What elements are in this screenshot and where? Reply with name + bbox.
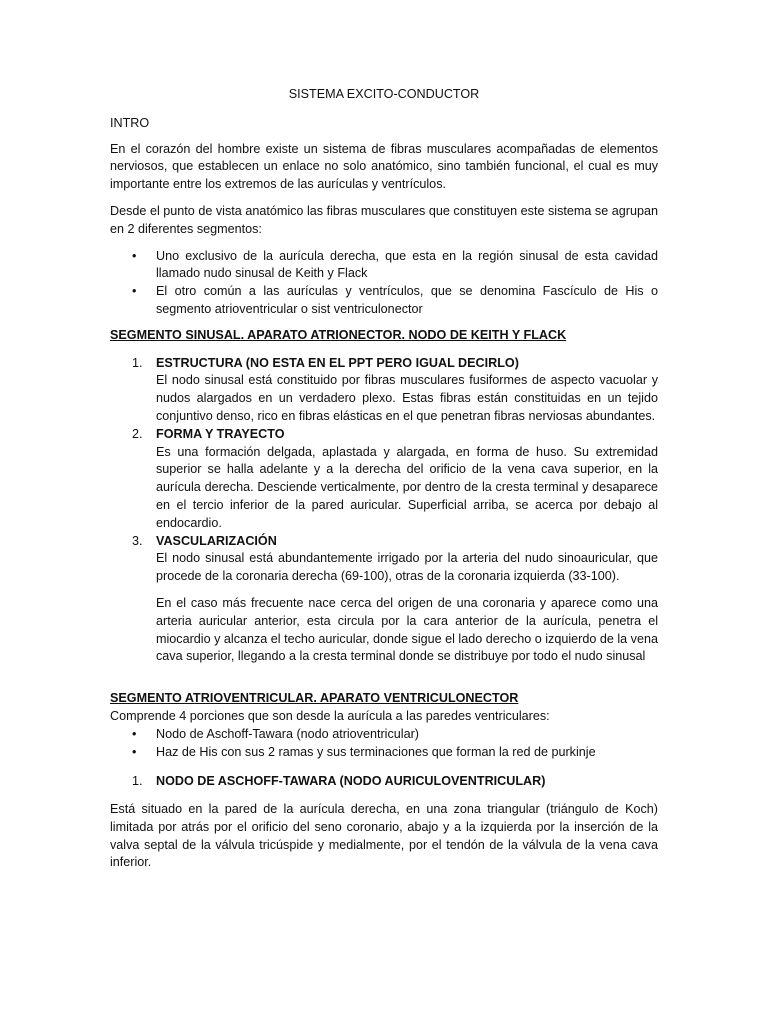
av-item-nodo — [110, 773, 658, 791]
portion-bullet-1: • Nodo de Aschoff-Tawara (nodo atrioventricular) — [110, 726, 658, 744]
item-title: ESTRUCTURA (NO ESTA EN EL PPT PERO IGUAL DECIRLO) — [156, 355, 519, 370]
item-body: Es una formación delgada, aplastada y alargada, en forma de huso. Su extremidad superior se halla adelante y a la derecha del orificio de la vena cava superior, en la aurícula derecha. Desciende verticalmente, por dentro de la cresta terminal y desaparece en el tercio inferior de la pared auricular. Superficial arriba, se acerca por debajo al endocardio. — [156, 444, 658, 530]
segment-bullet-2: • El otro común a las aurículas y ventrículos, que se denomina Fascículo de His o segmento atrioventricular o sist ventriculonector — [110, 283, 658, 319]
document-title: SISTEMA EXCITO-CONDUCTOR — [288, 87, 480, 101]
portions-list — [110, 726, 658, 762]
atrioventricular-numbered-list — [110, 773, 658, 791]
sinusal-item-forma — [110, 426, 658, 533]
intro-paragraph-1: En el corazón del hombre existe un sistema de fibras musculares acompañadas de elementos nerviosos, que establecen un enlace no solo anatómico, sino también funcional, el cual es muy importante entre los extremos de las aurículas y ventrículos. — [110, 141, 658, 192]
item-body-2: En el caso más frecuente nace cerca del origen de una coronaria y aparece como una arteria auricular anterior, esta circula por la cara anterior de la aurícula, penetra el miocardio y alcanza el techo auricular, donde sigue el lado derecho o izquierdo de la vena cava superior, llegando a la cresta terminal donde se distribuye por todo el nudo sinusal — [156, 595, 658, 664]
section-atrioventricular-heading: SEGMENTO ATRIOVENTRICULAR. APARATO VENTRICULONECTOR — [110, 691, 519, 706]
av-node-paragraph: Está situado en la pared de la aurícula derecha, en una zona triangular (triángulo de Koch) limitada por atrás por el orificio del seno coronario, abajo y a la izquierda por la inserción de la valva septal de la válvula tricúspide y medialmente, por el tendón de la válvula de la vena cava inferior. — [110, 802, 658, 870]
sinusal-item-vascularizacion — [110, 533, 658, 667]
item-number: 1. — [132, 774, 143, 789]
item-number: 3. — [132, 533, 143, 548]
item-number: 2. — [132, 426, 143, 441]
section-atrioventricular-intro: Comprende 4 porciones que son desde la aurícula a las paredes ventriculares: — [110, 708, 550, 723]
item-number: 1. — [132, 355, 143, 370]
item-body: El nodo sinusal está constituido por fibras musculares fusiformes de aspecto vacuolar y nudos alargados en un verdadero plexo. Estas fibras están constituidas en un tejido conjuntivo denso, rico en fibras elásticas en el que penetran fibras nerviosas abundantes. — [156, 373, 658, 423]
segment-bullet-1: • Uno exclusivo de la aurícula derecha, que esta en la región sinusal de esta cavidad llamado nudo sinusal de Keith y Flack — [110, 248, 658, 284]
segments-list — [110, 248, 658, 319]
document-body — [110, 86, 658, 881]
intro-paragraph-2: Desde el punto de vista anatómico las fibras musculares que constituyen este sistema se agrupan en 2 diferentes segmentos: — [110, 203, 658, 236]
item-title: FORMA Y TRAYECTO — [156, 426, 285, 441]
sinusal-numbered-list — [110, 355, 658, 667]
section-sinusal-heading: SEGMENTO SINUSAL. APARATO ATRIONECTOR. NODO DE KEITH Y FLACK — [110, 327, 567, 342]
item-title: NODO DE ASCHOFF-TAWARA (NODO AURICULOVENTRICULAR) — [156, 774, 546, 789]
portion-bullet-2: • Haz de His con sus 2 ramas y sus terminaciones que forman la red de purkinje — [110, 744, 658, 762]
item-body: El nodo sinusal está abundantemente irrigado por la arteria del nudo sinoauricular, que procede de la coronaria derecha (69-100), otras de la coronaria izquierda (33-100). — [156, 551, 658, 584]
item-title: VASCULARIZACIÓN — [156, 533, 277, 548]
intro-heading: INTRO — [110, 115, 150, 130]
sinusal-item-estructura — [110, 355, 658, 426]
